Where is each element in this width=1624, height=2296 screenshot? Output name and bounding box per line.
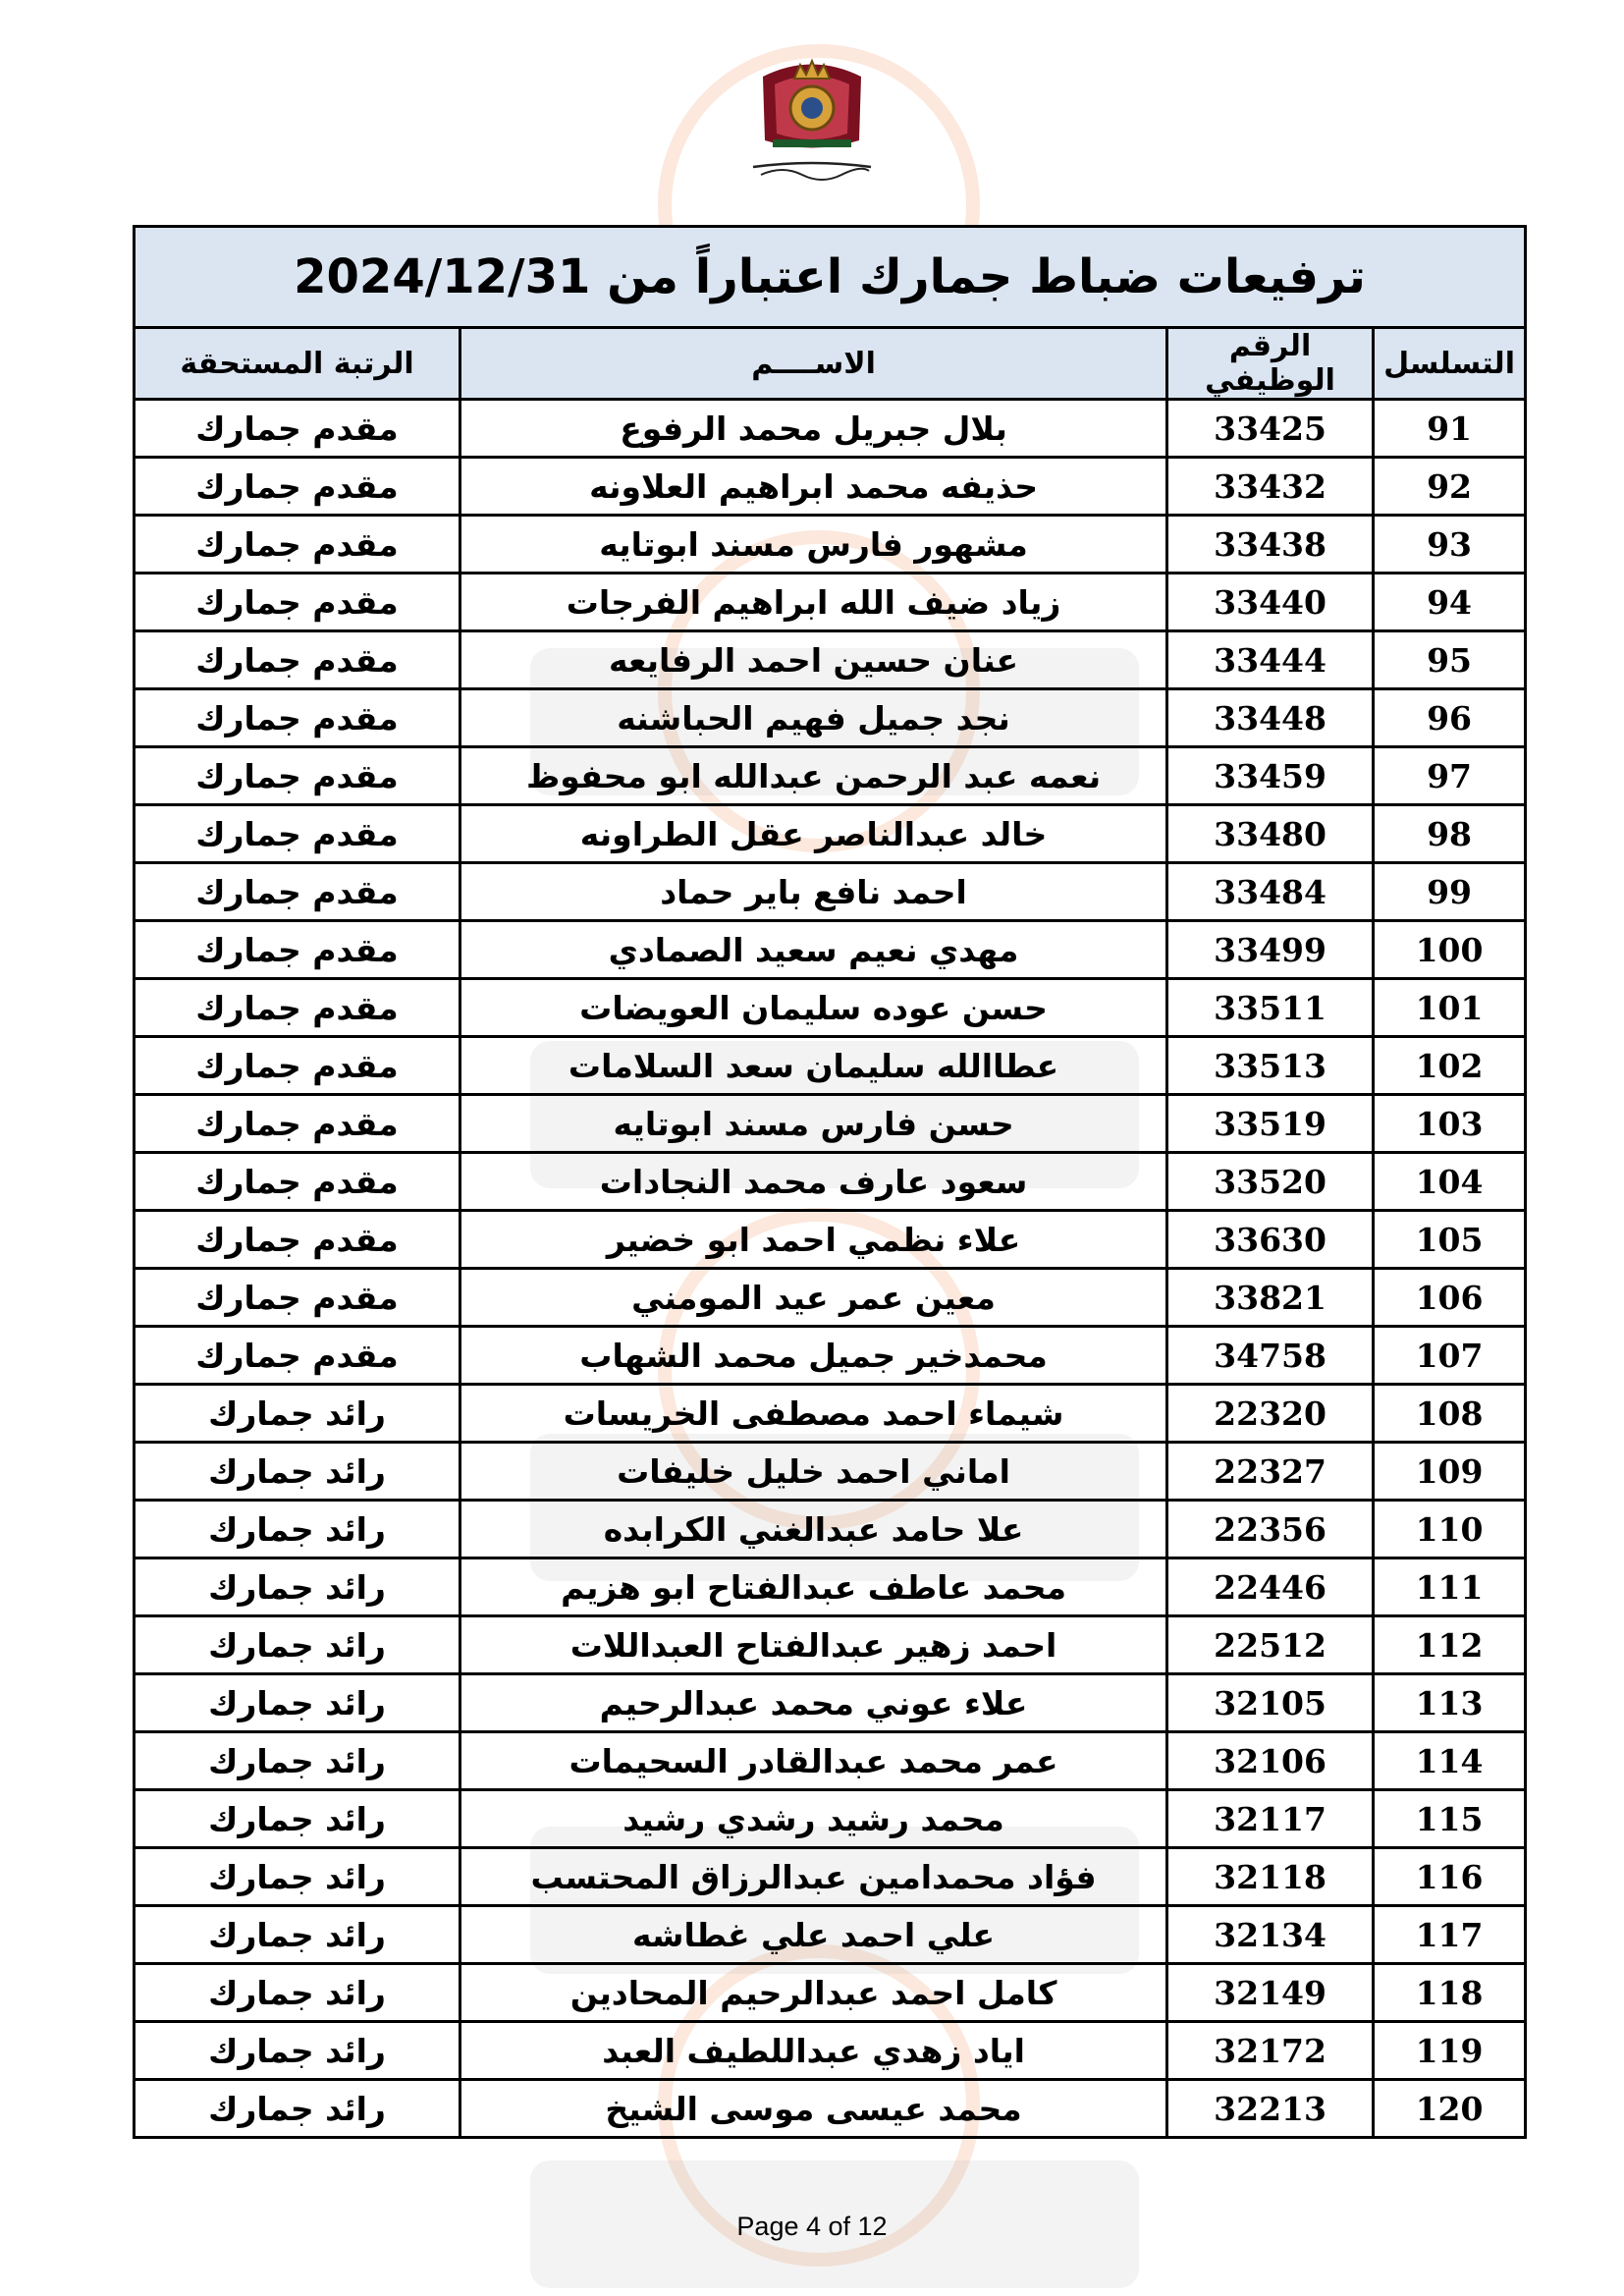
name-cell: مشهور فارس مسند ابوتايه: [460, 516, 1167, 574]
name-cell: بلال جبريل محمد الرفوع: [460, 400, 1167, 458]
rank-cell: مقدم جمارك: [135, 574, 460, 631]
serial-cell: 95: [1374, 631, 1526, 689]
name-cell: حذيفه محمد ابراهيم العلاونه: [460, 458, 1167, 516]
job-number-cell: 33519: [1167, 1095, 1374, 1153]
table-row: [135, 574, 1526, 631]
serial-cell: 111: [1374, 1558, 1526, 1616]
serial-cell: 104: [1374, 1153, 1526, 1211]
rank-cell: مقدم جمارك: [135, 921, 460, 979]
table-row: [135, 1501, 1526, 1558]
name-cell: نجد جميل فهيم الحباشنه: [460, 689, 1167, 747]
table-row: [135, 1616, 1526, 1674]
name-cell: احمد زهير عبدالفتاح العبداللات: [460, 1616, 1167, 1674]
serial-cell: 108: [1374, 1385, 1526, 1443]
rank-cell: رائد جمارك: [135, 2080, 460, 2138]
job-number-cell: 32117: [1167, 1790, 1374, 1848]
job-number-cell: 32106: [1167, 1732, 1374, 1790]
job-number-cell: 32149: [1167, 1964, 1374, 2022]
table-row: [135, 1790, 1526, 1848]
name-cell: كامل احمد عبدالرحيم المحادين: [460, 1964, 1167, 2022]
job-number-cell: 33513: [1167, 1037, 1374, 1095]
rank-cell: رائد جمارك: [135, 1558, 460, 1616]
name-cell: عطاالله سليمان سعد السلامات: [460, 1037, 1167, 1095]
job-number-cell: 34758: [1167, 1327, 1374, 1385]
header-job-number: الرقم الوظيفي: [1167, 328, 1374, 400]
table-row: [135, 2022, 1526, 2080]
job-number-cell: 22327: [1167, 1443, 1374, 1501]
rank-cell: مقدم جمارك: [135, 458, 460, 516]
serial-cell: 101: [1374, 979, 1526, 1037]
serial-cell: 100: [1374, 921, 1526, 979]
table-row: [135, 1153, 1526, 1211]
table-row: [135, 516, 1526, 574]
job-number-cell: 33448: [1167, 689, 1374, 747]
rank-cell: مقدم جمارك: [135, 805, 460, 863]
rank-cell: رائد جمارك: [135, 1906, 460, 1964]
name-cell: علا حامد عبدالغني الكرابده: [460, 1501, 1167, 1558]
table-row: [135, 400, 1526, 458]
rank-cell: مقدم جمارك: [135, 979, 460, 1037]
rank-cell: رائد جمارك: [135, 1616, 460, 1674]
rank-cell: رائد جمارك: [135, 1964, 460, 2022]
name-cell: علاء عوني محمد عبدالرحيم: [460, 1674, 1167, 1732]
table-row: [135, 921, 1526, 979]
table-row: [135, 1095, 1526, 1153]
name-cell: علي احمد علي غطاشه: [460, 1906, 1167, 1964]
job-number-cell: 33440: [1167, 574, 1374, 631]
rank-cell: مقدم جمارك: [135, 1211, 460, 1269]
serial-cell: 103: [1374, 1095, 1526, 1153]
table-row: [135, 1558, 1526, 1616]
serial-cell: 97: [1374, 747, 1526, 805]
serial-cell: 112: [1374, 1616, 1526, 1674]
serial-cell: 92: [1374, 458, 1526, 516]
rank-cell: رائد جمارك: [135, 1385, 460, 1443]
table-row: [135, 689, 1526, 747]
serial-cell: 91: [1374, 400, 1526, 458]
name-cell: حسن فارس مسند ابوتايه: [460, 1095, 1167, 1153]
name-cell: محمدخير جميل محمد الشهاب: [460, 1327, 1167, 1385]
serial-cell: 93: [1374, 516, 1526, 574]
serial-cell: 107: [1374, 1327, 1526, 1385]
job-number-cell: 22356: [1167, 1501, 1374, 1558]
job-number-cell: 33438: [1167, 516, 1374, 574]
rank-cell: مقدم جمارك: [135, 1327, 460, 1385]
job-number-cell: 32105: [1167, 1674, 1374, 1732]
serial-cell: 102: [1374, 1037, 1526, 1095]
rank-cell: مقدم جمارك: [135, 400, 460, 458]
header-rank: الرتبة المستحقة: [135, 328, 460, 400]
table-row: [135, 1848, 1526, 1906]
job-number-cell: 33499: [1167, 921, 1374, 979]
table-row: [135, 1964, 1526, 2022]
serial-cell: 119: [1374, 2022, 1526, 2080]
serial-cell: 110: [1374, 1501, 1526, 1558]
rank-cell: مقدم جمارك: [135, 863, 460, 921]
job-number-cell: 33459: [1167, 747, 1374, 805]
name-cell: احمد نافع باير حماد: [460, 863, 1167, 921]
job-number-cell: 33432: [1167, 458, 1374, 516]
rank-cell: رائد جمارك: [135, 1790, 460, 1848]
table-row: [135, 458, 1526, 516]
table-row: [135, 1385, 1526, 1443]
rank-cell: مقدم جمارك: [135, 1095, 460, 1153]
table-row: [135, 631, 1526, 689]
serial-cell: 99: [1374, 863, 1526, 921]
job-number-cell: 22320: [1167, 1385, 1374, 1443]
rank-cell: مقدم جمارك: [135, 1037, 460, 1095]
table-header-row: [135, 328, 1526, 400]
serial-cell: 109: [1374, 1443, 1526, 1501]
serial-cell: 106: [1374, 1269, 1526, 1327]
job-number-cell: 33520: [1167, 1153, 1374, 1211]
table-row: [135, 1674, 1526, 1732]
job-number-cell: 33630: [1167, 1211, 1374, 1269]
rank-cell: مقدم جمارك: [135, 631, 460, 689]
serial-cell: 96: [1374, 689, 1526, 747]
table-row: [135, 1037, 1526, 1095]
name-cell: سعود عارف محمد النجادات: [460, 1153, 1167, 1211]
rank-cell: رائد جمارك: [135, 1732, 460, 1790]
table-row: [135, 747, 1526, 805]
table-row: [135, 1269, 1526, 1327]
rank-cell: مقدم جمارك: [135, 516, 460, 574]
rank-cell: مقدم جمارك: [135, 689, 460, 747]
serial-cell: 113: [1374, 1674, 1526, 1732]
rank-cell: رائد جمارك: [135, 1674, 460, 1732]
serial-cell: 114: [1374, 1732, 1526, 1790]
name-cell: محمد عاطف عبدالفتاح ابو هزيم: [460, 1558, 1167, 1616]
name-cell: فؤاد محمدامين عبدالرزاق المحتسب: [460, 1848, 1167, 1906]
table-row: [135, 863, 1526, 921]
rank-cell: رائد جمارك: [135, 2022, 460, 2080]
rank-cell: مقدم جمارك: [135, 747, 460, 805]
job-number-cell: 33484: [1167, 863, 1374, 921]
table-row: [135, 1906, 1526, 1964]
name-cell: حسن عوده سليمان العويضات: [460, 979, 1167, 1037]
name-cell: عمر محمد عبدالقادر السحيمات: [460, 1732, 1167, 1790]
serial-cell: 105: [1374, 1211, 1526, 1269]
job-number-cell: 32172: [1167, 2022, 1374, 2080]
rank-cell: مقدم جمارك: [135, 1269, 460, 1327]
rank-cell: رائد جمارك: [135, 1848, 460, 1906]
job-number-cell: 32118: [1167, 1848, 1374, 1906]
serial-cell: 115: [1374, 1790, 1526, 1848]
job-number-cell: 22446: [1167, 1558, 1374, 1616]
name-cell: زياد ضيف الله ابراهيم الفرجات: [460, 574, 1167, 631]
name-cell: علاء نظمي احمد ابو خضير: [460, 1211, 1167, 1269]
table-title: ترفيعات ضباط جمارك اعتباراً من 2024/12/31: [135, 227, 1526, 328]
promotions-table: [133, 225, 1527, 2139]
serial-cell: 118: [1374, 1964, 1526, 2022]
page-number: Page 4 of 12: [736, 2212, 888, 2241]
table-title-row: [135, 227, 1526, 328]
header-name: الاســــم: [460, 328, 1167, 400]
job-number-cell: 32213: [1167, 2080, 1374, 2138]
rank-cell: مقدم جمارك: [135, 1153, 460, 1211]
job-number-cell: 22512: [1167, 1616, 1374, 1674]
serial-cell: 116: [1374, 1848, 1526, 1906]
serial-cell: 98: [1374, 805, 1526, 863]
name-cell: اماني احمد خليل خليفات: [460, 1443, 1167, 1501]
serial-cell: 94: [1374, 574, 1526, 631]
job-number-cell: 33511: [1167, 979, 1374, 1037]
table-row: [135, 805, 1526, 863]
table-row: [135, 1327, 1526, 1385]
rank-cell: رائد جمارك: [135, 1443, 460, 1501]
name-cell: محمد رشيد رشدي رشيد: [460, 1790, 1167, 1848]
job-number-cell: 33444: [1167, 631, 1374, 689]
table-row: [135, 1732, 1526, 1790]
serial-cell: 117: [1374, 1906, 1526, 1964]
jordan-customs-emblem-icon: [743, 57, 881, 187]
name-cell: اياد زهدي عبداللطيف العبد: [460, 2022, 1167, 2080]
table-row: [135, 979, 1526, 1037]
name-cell: خالد عبدالناصر عقل الطراونه: [460, 805, 1167, 863]
name-cell: شيماء احمد مصطفى الخريسات: [460, 1385, 1167, 1443]
name-cell: محمد عيسى موسى الشيخ: [460, 2080, 1167, 2138]
table-row: [135, 2080, 1526, 2138]
job-number-cell: 32134: [1167, 1906, 1374, 1964]
rank-cell: رائد جمارك: [135, 1501, 460, 1558]
serial-cell: 120: [1374, 2080, 1526, 2138]
header-serial: التسلسل: [1374, 328, 1526, 400]
job-number-cell: 33425: [1167, 400, 1374, 458]
job-number-cell: 33480: [1167, 805, 1374, 863]
table-row: [135, 1443, 1526, 1501]
name-cell: معين عمر عيد المومني: [460, 1269, 1167, 1327]
name-cell: مهدي نعيم سعيد الصمادي: [460, 921, 1167, 979]
table-row: [135, 1211, 1526, 1269]
name-cell: عنان حسين احمد الرفايعه: [460, 631, 1167, 689]
name-cell: نعمه عبد الرحمن عبدالله ابو محفوظ: [460, 747, 1167, 805]
job-number-cell: 33821: [1167, 1269, 1374, 1327]
